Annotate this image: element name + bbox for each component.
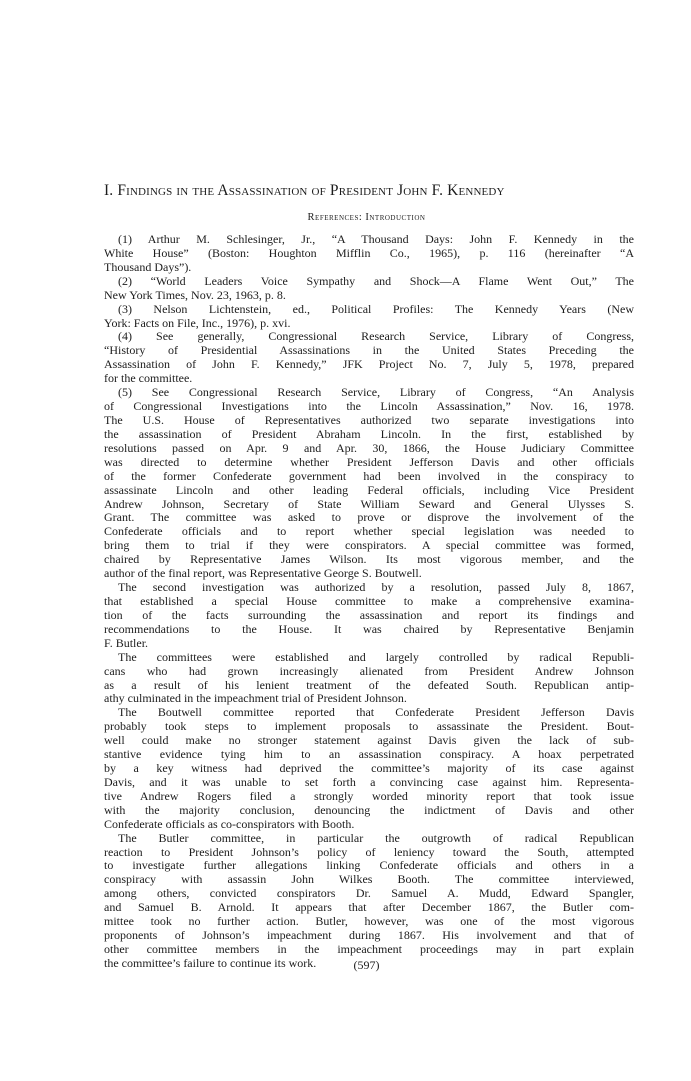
text-line: recommendations to the House. It was chaired by Representative Benjamin — [104, 621, 634, 636]
text-line: stantive evidence tying him to an assassination conspiracy. A hoax perpetrated — [104, 747, 634, 762]
text-line: Confederate officials and to report whether special legislation was needed to — [104, 524, 634, 539]
text-line: (3) Nelson Lichtenstein, ed., Political Profiles: The Kennedy Years (New — [118, 301, 634, 316]
text-line: tion of the facts surrounding the assassination and report its findings and — [104, 607, 634, 622]
text-line: chaired by Representative James Wilson. Its most vigorous member, and the — [104, 552, 634, 567]
text-line: probably took steps to implement proposals to assassinate the President. Bout- — [104, 719, 634, 734]
text-line: bring them to trial if they were conspirators. A special committee was formed, — [104, 538, 634, 553]
text-line: “History of Presidential Assassinations in the United States Preceding the — [104, 343, 634, 358]
text-line: Assassination of John F. Kennedy,” JFK Project No. 7, July 5, 1978, prepared — [104, 357, 634, 372]
text-line: resolutions passed on Apr. 9 and Apr. 30, 1866, the House Judiciary Committee — [104, 440, 634, 455]
text-line: assassinate Lincoln and other leading Federal officials, including Vice President — [104, 482, 634, 497]
text-line: athy culminated in the impeachment trial of President Johnson. — [104, 691, 407, 706]
text-line: with the majority conclusion, denouncing the indictment of Davis and other — [104, 802, 634, 817]
text-line: by a key witness had deprived the committee’s majority of its case against — [104, 761, 634, 776]
text-line: was directed to determine whether President Jefferson Davis and other officials — [104, 454, 634, 469]
text-line: New York Times, Nov. 23, 1963, p. 8. — [104, 287, 286, 302]
references-body — [104, 233, 634, 971]
section-subheading: References: Introduction — [307, 212, 426, 223]
text-line: Davis, and it was unable to set forth a convincing case against him. Representa- — [104, 774, 634, 789]
text-line: that established a special House committee to make a comprehensive examina- — [104, 593, 634, 608]
text-line: author of the final report, was Representative George S. Boutwell. — [104, 566, 422, 581]
text-line: Confederate officials as co-conspirators with Booth. — [104, 816, 355, 831]
text-line: as a result of his lenient treatment of the defeated South. Republican antip- — [104, 677, 634, 692]
chapter-title: I. Findings in the Assassination of President John F. Kennedy — [104, 182, 505, 199]
text-line: The second investigation was authorized by a resolution, passed July 8, 1867, — [118, 580, 634, 595]
text-line: (5) See Congressional Research Service, Library of Congress, “An Analysis — [118, 385, 634, 400]
text-line: The committees were established and largely controlled by radical Republi- — [118, 649, 634, 664]
text-line: mittee took no further action. Butler, however, was one of the most vigorous — [104, 914, 634, 929]
text-line: the committee’s failure to continue its work. — [104, 955, 317, 970]
text-line: and Samuel B. Arnold. It appears that after December 1867, the Butler com- — [104, 900, 634, 915]
text-line: of the former Confederate government had been involved in the conspiracy to — [104, 468, 634, 483]
text-line: other committee members in the impeachment proceedings may in part explain — [104, 942, 634, 957]
text-line: conspiracy with assassin John Wilkes Booth. The committee interviewed, — [104, 872, 634, 887]
text-line: (1) Arthur M. Schlesinger, Jr., “A Thousand Days: John F. Kennedy in the — [118, 232, 634, 246]
text-line: for the committee. — [104, 371, 193, 386]
text-line: reaction to President Johnson’s policy of leniency toward the South, attempted — [104, 844, 634, 859]
text-line: proponents of Johnson’s impeachment during 1867. His involvement and that of — [104, 928, 634, 943]
text-line: White House” (Boston: Houghton Mifflin Co., 1965), p. 116 (hereinafter “A — [104, 245, 634, 260]
page-number: (597) — [353, 958, 380, 972]
text-line: Andrew Johnson, Secretary of State William Seward and General Ulysses S. — [104, 496, 634, 511]
text-line: York: Facts on File, Inc., 1976), p. xvi. — [104, 315, 291, 330]
text-line: (4) See generally, Congressional Research Service, Library of Congress, — [118, 329, 634, 344]
text-line: The U.S. House of Representatives authorized two separate investigations into — [104, 412, 634, 427]
text-line: the assassination of President Abraham Lincoln. In the first, established by — [104, 426, 634, 441]
text-line: Thousand Days”). — [104, 259, 192, 274]
text-line: (2) “World Leaders Voice Sympathy and Shock—A Flame Went Out,” The — [118, 273, 634, 288]
text-line: to investigate further allegations linking Confederate officials and others in a — [104, 858, 634, 873]
text-line: tive Andrew Rogers filed a strongly worded minority report that took issue — [104, 788, 634, 803]
text-line: well could make no stronger statement against Davis given the lack of sub- — [104, 733, 634, 748]
text-line: F. Butler. — [104, 635, 149, 650]
text-line: The Butler committee, in particular the outgrowth of radical Republican — [118, 830, 634, 845]
text-line: Grant. The committee was asked to prove or disprove the involvement of the — [104, 510, 634, 525]
text-line: cans who had grown increasingly alienated from President Andrew Johnson — [104, 663, 634, 678]
text-line: of Congressional Investigations into the Lincoln Assassination,” Nov. 16, 1978. — [104, 399, 634, 414]
text-line: among others, convicted conspirators Dr. Samuel A. Mudd, Edward Spangler, — [104, 886, 634, 901]
text-line: The Boutwell committee reported that Confederate President Jefferson Davis — [118, 705, 634, 720]
